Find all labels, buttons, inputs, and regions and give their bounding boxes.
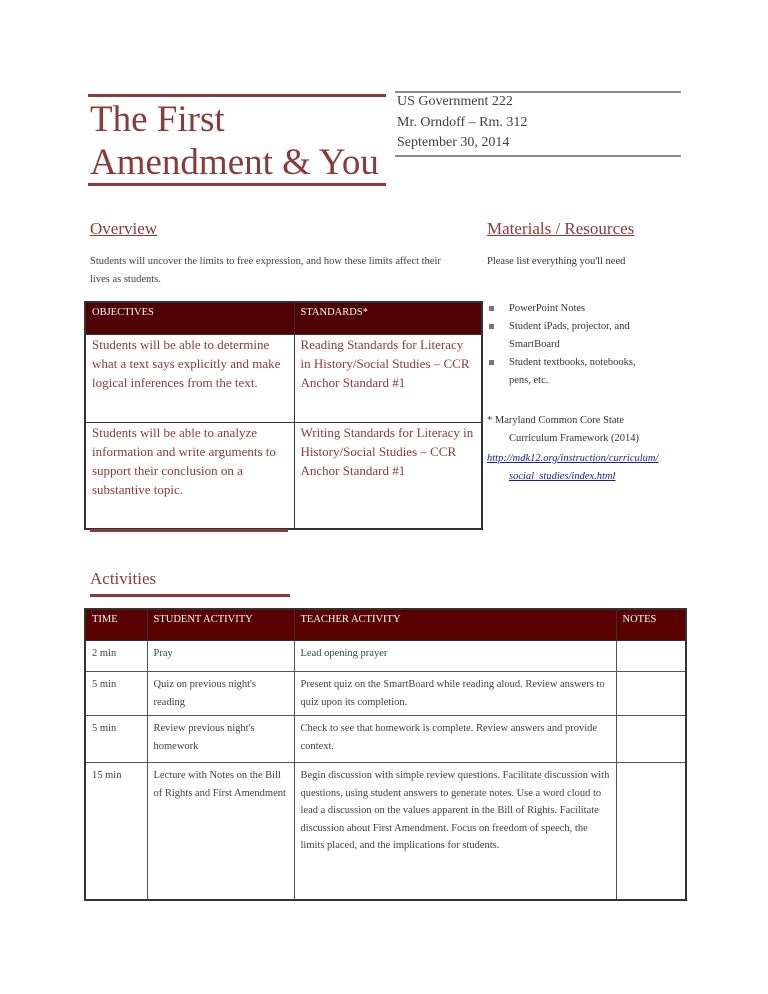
bullet-square-icon xyxy=(489,324,494,329)
table-row xyxy=(85,423,482,529)
student-activity-cell: Review previous night's homework xyxy=(147,716,294,763)
title-top-rule xyxy=(88,94,386,97)
table-row xyxy=(85,641,686,672)
notes-header: NOTES xyxy=(616,609,686,641)
activities-header-row xyxy=(85,609,686,641)
objectives-header-row xyxy=(85,302,482,335)
footnote-text: * Maryland Common Core State Curriculum Framework (2014) xyxy=(487,415,640,444)
notes-cell[interactable] xyxy=(616,672,686,716)
table-row xyxy=(85,763,686,900)
objective-cell: Students will be able to determine what a text says explicitly and make logical inferences from the text. xyxy=(85,335,294,423)
activities-table xyxy=(84,608,687,901)
bullet-square-icon xyxy=(489,360,494,365)
item-text: PowerPoint Notes xyxy=(509,303,586,314)
objective-cell: Students will be able to analyze information and write arguments to support their conclusion on a substantive topic. xyxy=(85,423,294,529)
standard-cell: Writing Standards for Literacy in History/Social Studies – CCR Anchor Standard #1 xyxy=(294,423,482,529)
standards-footnote xyxy=(487,412,662,486)
teacher-activity-cell: Present quiz on the SmartBoard while reading aloud. Review answers to quiz upon its completion. xyxy=(294,672,616,716)
title-line-2: Amendment & You xyxy=(90,142,379,183)
time-cell: 15 min xyxy=(85,763,147,900)
course-name: US Government 222 xyxy=(397,94,513,109)
student-activity-cell: Quiz on previous night's reading xyxy=(147,672,294,716)
bullet-square-icon xyxy=(489,306,494,311)
list-item xyxy=(489,300,659,318)
table-row xyxy=(85,672,686,716)
notes-cell[interactable] xyxy=(616,716,686,763)
materials-heading: Materials / Resources xyxy=(487,219,635,238)
materials-list xyxy=(489,300,659,390)
standards-header: STANDARDS* xyxy=(294,302,482,335)
overview-text: Students will uncover the limits to free expression, and how these limits affect their lives as students. xyxy=(90,256,441,285)
teacher-room: Mr. Orndoff – Rm. 312 xyxy=(397,114,528,130)
notes-cell[interactable] xyxy=(616,763,686,900)
page-title xyxy=(90,98,390,184)
item-text: Student textbooks, notebooks, pens, etc. xyxy=(509,357,636,386)
item-text: Student iPads, projector, and SmartBoard xyxy=(509,321,630,350)
objectives-header: OBJECTIVES xyxy=(85,302,294,335)
lesson-date: September 30, 2014 xyxy=(397,135,510,150)
table-row xyxy=(85,335,482,423)
teacher-activity-cell: Check to see that homework is complete. Review answers and provide context. xyxy=(294,716,616,763)
student-activity-cell: Lecture with Notes on the Bill of Rights and First Amendment xyxy=(147,763,294,900)
list-item xyxy=(489,354,659,390)
materials-intro: Please list everything you'll need xyxy=(487,256,626,267)
table-row xyxy=(85,716,686,763)
time-cell: 5 min xyxy=(85,716,147,763)
teacher-activity-cell: Begin discussion with simple review questions. Facilitate discussion with questions, using student answers to generate notes. Use a word cloud to lead a discussion on the values apparent in the Bill of Rights. Facilitate discussion about First Amendment. Focus on freedom of speech, the limits placed, and the implications for students. xyxy=(294,763,616,900)
activities-underline xyxy=(90,594,290,597)
course-info xyxy=(397,92,527,154)
student-activity-header: STUDENT ACTIVITY xyxy=(147,609,294,641)
time-header: TIME xyxy=(85,609,147,641)
activities-heading: Activities xyxy=(90,569,157,588)
curriculum-link[interactable]: http://mdk12.org/instruction/curriculum/social_studies/index.html xyxy=(487,453,659,482)
title-bottom-rule xyxy=(88,183,386,186)
teacher-activity-cell: Lead opening prayer xyxy=(294,641,616,672)
time-cell: 5 min xyxy=(85,672,147,716)
standard-cell: Reading Standards for Literacy in History/Social Studies – CCR Anchor Standard #1 xyxy=(294,335,482,423)
teacher-activity-header: TEACHER ACTIVITY xyxy=(294,609,616,641)
objectives-table xyxy=(84,301,483,530)
list-item xyxy=(489,318,659,354)
title-line-1: The First xyxy=(90,99,225,140)
overview-heading: Overview xyxy=(90,219,158,238)
objectives-underline xyxy=(90,529,288,532)
info-bottom-rule xyxy=(395,155,681,157)
time-cell: 2 min xyxy=(85,641,147,672)
student-activity-cell: Pray xyxy=(147,641,294,672)
notes-cell[interactable] xyxy=(616,641,686,672)
